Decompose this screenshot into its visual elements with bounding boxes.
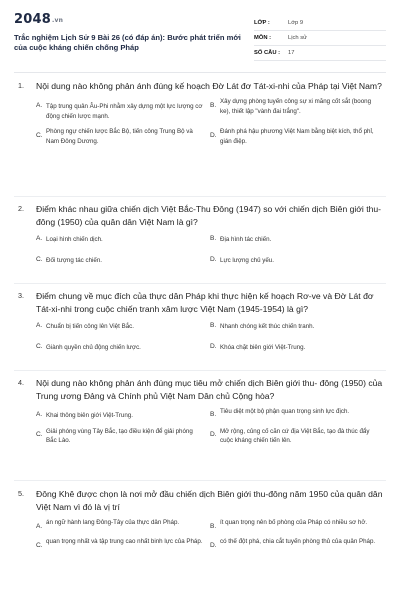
option-text: Khai thông biên giới Việt-Trung.	[46, 412, 133, 419]
option-text: Đánh phá hậu phương Việt Nam bằng biệt kích, thổ phỉ, gián điệp.	[220, 128, 374, 145]
option-letter: B.	[210, 523, 217, 530]
answer-option-c[interactable]	[36, 256, 204, 266]
question-text: Nội dung nào không phản ánh đúng mục tiêu mở chiến dịch Biên giới thu- đông (1950) của Trung ương Đảng và Chính phủ Việt Nam Dân chủ Cộng hòa?	[36, 378, 383, 401]
option-text: Khóa chặt biên giới Việt-Trung.	[220, 343, 306, 351]
answer-options	[36, 97, 384, 146]
answer-options	[36, 518, 384, 549]
meta-label: MÔN :	[254, 35, 272, 41]
answer-option-a[interactable]	[36, 407, 204, 421]
option-text: Giành quyền chủ động chiến lược.	[46, 343, 141, 351]
answer-option-c[interactable]	[36, 427, 204, 446]
option-letter: A.	[36, 322, 43, 329]
answer-option-a[interactable]	[36, 235, 204, 245]
option-text: Tiêu diệt một bộ phận quan trọng sinh lực địch.	[220, 408, 350, 415]
meta-label: SỐ CÂU :	[254, 50, 281, 56]
option-letter: B.	[210, 322, 217, 329]
question-number: 5.	[18, 489, 24, 498]
option-text: Mở rộng, củng cố căn cứ địa Việt Bắc, tạo đà thúc đẩy cuộc kháng chiến tiến lên.	[220, 427, 370, 444]
option-text: Địa hình tác chiến.	[220, 236, 272, 243]
question-2	[18, 203, 384, 265]
site-logo[interactable]	[14, 12, 63, 27]
answer-option-a[interactable]	[36, 322, 204, 332]
question-divider	[14, 196, 386, 197]
answer-options	[36, 407, 384, 446]
meta-row-subject	[254, 31, 386, 46]
answer-options	[36, 235, 384, 265]
option-text: Lực lượng chủ yếu.	[220, 256, 274, 264]
option-letter: D.	[210, 430, 217, 438]
site-logo-name: 2048	[14, 12, 51, 27]
option-text: Giải phóng vùng Tây Bắc, tạo điều kiện để giải phóng Bắc Lào.	[46, 427, 193, 444]
site-logo-tld: .vn	[51, 17, 64, 24]
option-letter: B.	[210, 235, 217, 242]
option-letter: D.	[210, 255, 217, 263]
answer-option-d[interactable]	[210, 127, 378, 146]
meta-panel	[254, 16, 386, 61]
option-letter: C.	[36, 255, 43, 263]
option-letter: A.	[36, 411, 43, 418]
option-text: Xây dựng phòng tuyến công sự xi măng cốt sắt (boong ke), thiết lập "vành đai trắng".	[220, 98, 372, 115]
meta-row-class	[254, 16, 386, 31]
question-text: Nội dung nào không phản ánh đúng kế hoạch Đờ Lát đơ Tát-xi-nhi của Pháp tại Việt Nam?	[36, 81, 382, 91]
meta-label: LỚP :	[254, 20, 270, 26]
answer-option-b[interactable]	[210, 518, 378, 530]
option-letter: A.	[36, 235, 43, 242]
option-letter: C.	[36, 430, 43, 438]
option-text: Phòng ngự chiến lược Bắc Bộ, tiến công Trung Bộ và Nam Đông Dương.	[46, 128, 193, 145]
option-text: Nhanh chóng kết thúc chiến tranh.	[220, 323, 315, 330]
answer-option-c[interactable]	[36, 343, 204, 353]
question-number: 2.	[18, 204, 24, 213]
question-text: Điểm chung về mục đích của thực dân Pháp khi thực hiện kế hoạch Rơ-ve và Đờ Lát đơ Tát-xi-nhi trong cuộc chiến tranh xâm lược Việt Nam (1945-1954) là gì?	[36, 291, 374, 314]
document-title: Trắc nghiệm Lịch Sử 9 Bài 26 (có đáp án): Bước phát triển mới của cuộc kháng chiến chống Pháp	[14, 33, 241, 52]
option-letter: C.	[36, 342, 43, 350]
meta-value: Lớp 9	[288, 20, 304, 26]
answer-option-b[interactable]	[210, 407, 378, 421]
meta-value: Lịch sử	[288, 35, 308, 41]
page-header	[14, 10, 386, 66]
answer-option-d[interactable]	[210, 343, 378, 353]
question-divider	[14, 370, 386, 371]
question-number: 3.	[18, 291, 24, 300]
option-letter: C.	[36, 132, 43, 139]
option-text: Tập trung quân Âu-Phi nhằm xây dựng một lực lượng cơ động chiến lược mạnh.	[46, 103, 203, 120]
answer-option-c[interactable]	[36, 127, 204, 146]
question-3	[18, 290, 384, 352]
question-1	[18, 80, 384, 146]
question-number: 4.	[18, 378, 24, 387]
option-text: quan trọng nhất và tập trung cao nhất binh lực của Pháp.	[46, 538, 203, 545]
option-letter: D.	[210, 542, 217, 549]
option-letter: D.	[210, 342, 217, 350]
question-text: Điểm khác nhau giữa chiến dịch Việt Bắc-Thu Đông (1947) so với chiến dịch Biên giới thu-đông (1950) của quân dân Việt Nam là gì?	[36, 204, 382, 227]
answer-option-a[interactable]	[36, 97, 204, 121]
question-4	[18, 377, 384, 446]
meta-value: 17	[288, 50, 295, 56]
meta-row-count	[254, 46, 386, 61]
option-text: Chuẩn bị tiến công lên Việt Bắc.	[46, 323, 134, 330]
option-text: Đối tượng tác chiến.	[46, 256, 103, 264]
option-letter: A.	[36, 102, 43, 109]
answer-option-a[interactable]	[36, 518, 204, 530]
answer-option-b[interactable]	[210, 97, 378, 121]
answer-option-d[interactable]	[210, 427, 378, 446]
header-divider	[14, 72, 386, 73]
question-text: Đông Khê được chọn là nơi mở đầu chiến dịch Biên giới thu-đông năm 1950 của quân dân Việt Nam vì đó là vị trí	[36, 489, 383, 512]
question-5	[18, 488, 384, 549]
option-letter: A.	[36, 523, 43, 530]
answer-option-d[interactable]	[210, 537, 378, 549]
answer-option-d[interactable]	[210, 256, 378, 266]
answer-option-b[interactable]	[210, 235, 378, 245]
answer-option-c[interactable]	[36, 537, 204, 549]
option-text: Loại hình chiến dịch.	[46, 236, 103, 243]
option-letter: D.	[210, 132, 217, 139]
option-letter: B.	[210, 102, 217, 109]
answer-option-b[interactable]	[210, 322, 378, 332]
option-text: ít quan trọng nên bố phòng của Pháp có nhiều sơ hở.	[220, 519, 368, 526]
option-letter: C.	[36, 542, 43, 549]
question-divider	[14, 283, 386, 284]
answer-options	[36, 322, 384, 352]
option-text: án ngữ hành lang Đông-Tây của thực dân Pháp.	[46, 519, 180, 526]
option-text: có thế đột phá, chia cắt tuyến phòng thủ của quân Pháp.	[220, 538, 376, 545]
option-letter: B.	[210, 411, 217, 418]
question-number: 1.	[18, 81, 24, 90]
question-divider	[14, 480, 386, 481]
